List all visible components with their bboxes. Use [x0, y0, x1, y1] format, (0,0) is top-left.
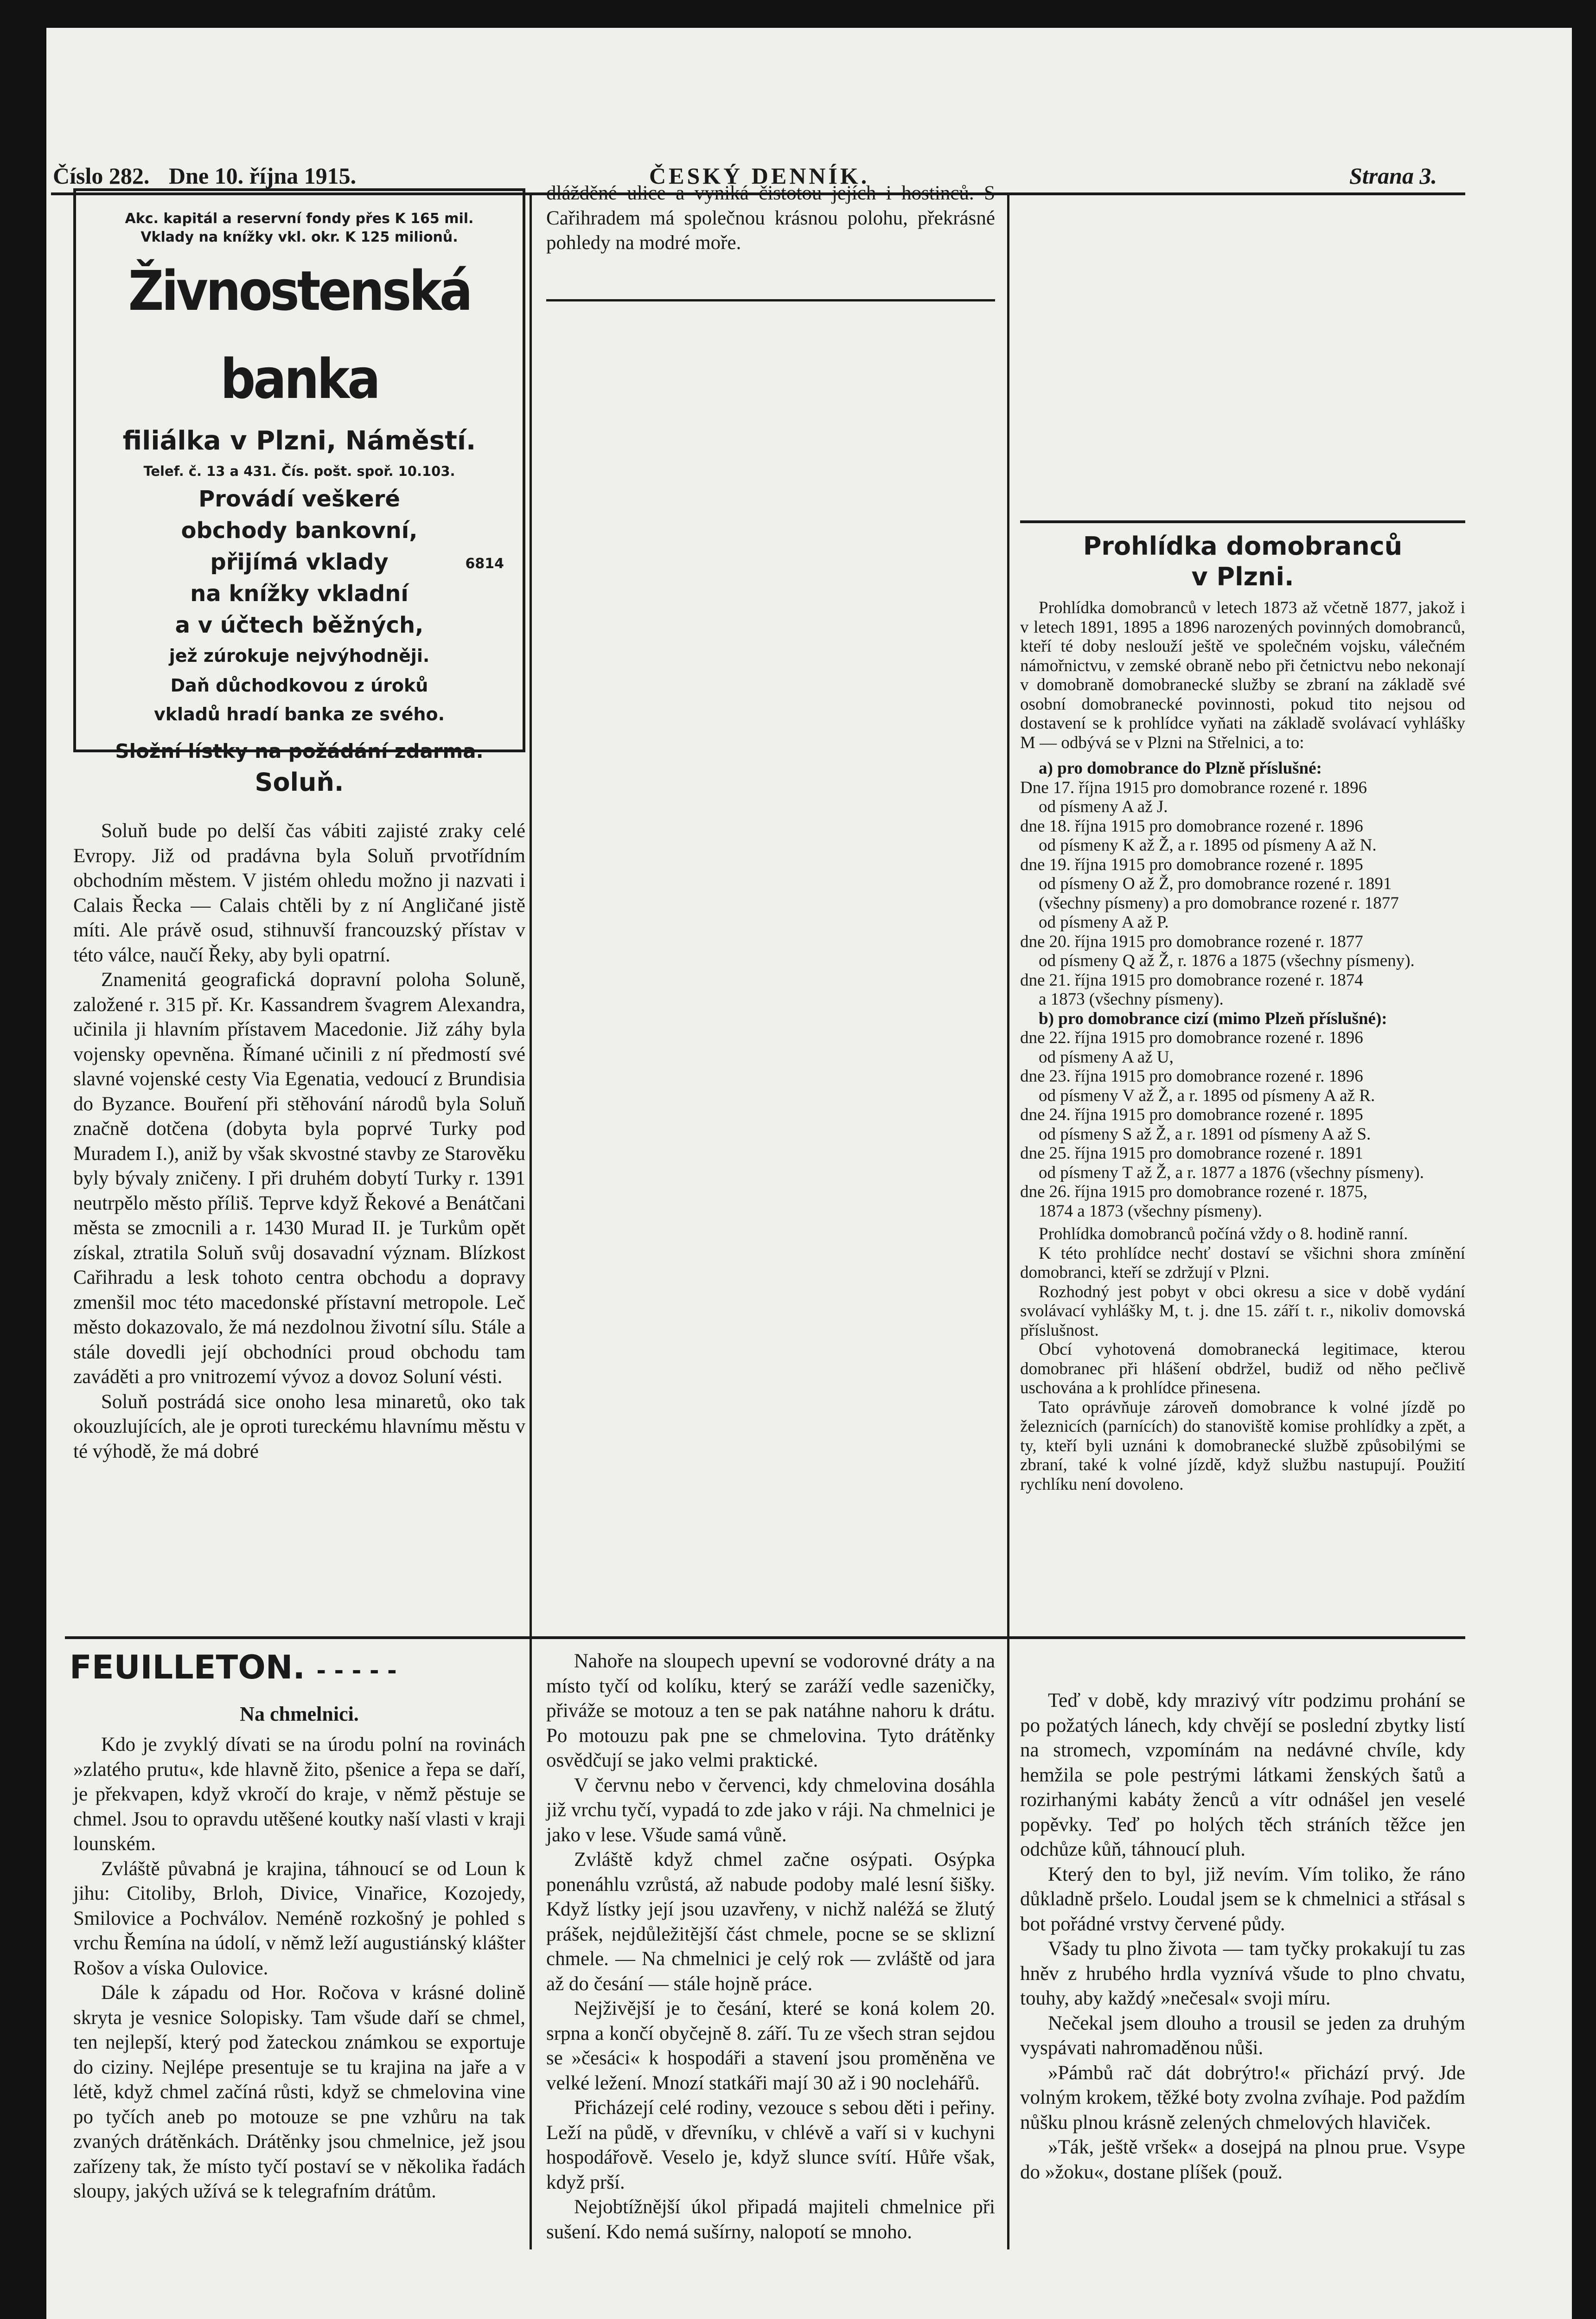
ad-line-1: Provádí veškeré: [198, 486, 400, 512]
feuilleton-column-2: [546, 1649, 995, 2244]
ad-line-3-text: přijímá vklady: [210, 549, 389, 575]
feuilleton-title: FEUILLETON.: [70, 1648, 305, 1686]
prohlidka-paragraph: Prohlídka domobranců počíná vždy o 8. hodině ranní.: [1039, 1224, 1408, 1243]
schedule-line: a 1873 (všechny písmeny).: [1039, 990, 1224, 1009]
schedule-line: (všechny písmeny) a pro domobrance rozené r. 1877: [1039, 893, 1399, 913]
prohlidka-heading-line-2: v Plzni.: [1191, 562, 1294, 591]
schedule-line: dne 20. října 1915 pro domobrance rozené r. 1877: [1020, 932, 1363, 951]
solun-paragraph: Znamenitá geografická dopravní poloha Soluně, založené r. 315 př. Kr. Kassandrem švagrem Alexandra, učinila ji hlavním přístavem Macedonie. Již záhy byla vojensky opevněna. Římané učinili z ní předmostí své slavné vojenské cesty Via Egenatia, vedoucí z Brundisia do Byzance. Bouření při stěhování národů byla Soluň značně dotčena (dobyta byla poprvé Turky pod Muradem I.), aniž by však skvostné stavby ze Starověku byly bývaly zničeny. I při druhém dobytí Turky r. 1391 neutrpělo město příliš. Teprve když Řekové a Benátčani města se zmocnili a r. 1430 Murad II. je Turkům opět získal, ztratila Soluň svůj dosavadní význam. Blízkost Cařihradu a lesk tohoto centra obchodu a dopravy zmenšil moc této macedonské přístavní metropole. Leč město dokazovalo, že má nezdolnou životní sílu. Stále a stále dovedli její obchodníci proud obchodu tam zaváděti a pro vnitrozemí vývoz a dovoz Soluní vésti.: [73, 969, 525, 1388]
bank-advertisement: [73, 188, 525, 762]
feuilleton-paragraph: Teď v době, kdy mrazivý vítr podzimu prohání se po požatých lánech, kdy chvějí se poslední zbytky listí na stromech, vzpomínám na nedávné chvíle, kdy hemžila se pole pestrými látkami ženských šatů a rozirhanými kabáty ženců a vítr odnášel jen veselé popěvky. Teď po holých těch stráních těžce jen odchůze kůň, táhnoucí pluh.: [1020, 1690, 1465, 1860]
feuilleton-paragraph: Nejobtížnější úkol připadá majiteli chmelnice při sušení. Kdo nemá sušírny, nalopotí se mnoho.: [546, 2196, 995, 2243]
schedule-line: dne 22. října 1915 pro domobrance rozené r. 1896: [1020, 1028, 1363, 1047]
feuilleton-paragraph: Zvláště půvabná je krajina, táhnoucí se od Loun k jihu: Citoliby, Brloh, Divice, Vinařice, Kozojedy, Smilovice a Pochválov. Neméně rozkošný je pohled s vrchu Řemína na údolí, v němž leží augustiánský klášter Rošov a víska Oulovice.: [73, 1858, 525, 1979]
ad-number: 6814: [465, 556, 504, 572]
feuilleton-subtitle: Na chmelnici.: [240, 1703, 359, 1725]
feuilleton-paragraph: Všady tu plno života — tam tyčky prokakují tu zas hněv z hrubého hrdla vyznívá všude to plno chvatu, touhy, aby každý »nečesal« svoji míru.: [1020, 1938, 1465, 2009]
feuilleton-paragraph: Nejživější je to česání, které se koná kolem 20. srpna a končí obyčejně 8. září. Tu ze všech stran sejdou se »česáci« k hospodáři a stavení jsou proměněna ve velké ležení. Mnozí statkáři mají 30 až i 90 noclehářů.: [546, 1998, 995, 2094]
solun-continuation: [546, 181, 995, 256]
ad-line-8: vkladů hradí banka ze svého.: [154, 704, 445, 724]
column-divider-1: [530, 195, 532, 2249]
column-divider-2: [1007, 195, 1009, 2249]
issue-date: Dne 10. října 1915.: [169, 163, 357, 189]
prohlidka-article: [1020, 598, 1465, 1494]
prohlidka-paragraph: Tato oprávňuje zároveň domobrance k volné jízdě po železnicích (parnících) do stanoviště komise prohlídky a zpět, a ty, kteří byli uznáni k domobranecké službě způsobilými se zbraní, také k volné jízdě, když službu nastupují. Použití rychlíku není dovoleno.: [1020, 1397, 1465, 1494]
feuilleton-heading: [70, 1649, 529, 1689]
feuilleton-paragraph: Nečekal jsem dlouho a trousil se jeden za druhým vyspávati nahromaděnou nůši.: [1020, 2012, 1465, 2059]
schedule-line: od písmeny A až P.: [1039, 913, 1169, 932]
feuilleton-paragraph: Kdo je zvyklý dívati se na úrodu polní na rovinách »zlatého prutu«, kde hlavně žito, pšenice a řepa se daří, je překvapen, když vkročí do kraje, v němž pěstuje se chmel. Jsou to opravdu utěšené koutky naší vlasti v kraji lounském.: [73, 1734, 525, 1855]
schedule-line: dne 24. října 1915 pro domobrance rozené r. 1895: [1020, 1105, 1363, 1124]
ad-line-5: a v účtech běžných,: [175, 612, 424, 638]
ad-bank-name: Živnostenská banka: [128, 259, 471, 411]
feuilleton-paragraph: V červnu nebo v červenci, kdy chmelovina dosáhla již vrchu tyčí, vypadá to zde jako v ráji. Na chmelnici je jako v lese. Všude samá vůně.: [546, 1774, 995, 1846]
schedule-line: dne 21. října 1915 pro domobrance rozené r. 1874: [1020, 970, 1363, 990]
feuilleton-column-3: [1020, 1688, 1465, 2184]
schedule-line: dne 19. října 1915 pro domobrance rozené r. 1895: [1020, 855, 1363, 874]
prohlidka-section-a: a) pro domobrance do Plzně příslušné:: [1039, 759, 1322, 778]
solun-paragraph: Soluň postrádá sice onoho lesa minaretů, oko tak okouzlujících, ale je oproti tureckému hlavnímu městu v té výhodě, že má dobré: [73, 1390, 525, 1462]
solun-continuation-text: dlážděné ulice a vyniká čistotou jejích i hostinců. S Cařihradem má společnou krásnou polohu, překrásné pohledy na modré moře.: [546, 182, 995, 254]
page-number: Strana 3.: [1349, 163, 1437, 189]
prohlidka-section-b: b) pro domobrance cizí (mimo Plzeň příslušné):: [1039, 1009, 1387, 1028]
schedule-line: Dne 17. října 1915 pro domobrance rozené r. 1896: [1020, 778, 1367, 797]
feuilleton-paragraph: Dále k západu od Hor. Ročova v krásné dolině skryta je vesnice Solopisky. Tam všude daří se chmel, ten nejlepší, který pod žateckou známkou se exportuje do ciziny. Nejlépe presentuje se tu krajina na jaře a v létě, když chmel začíná růsti, když se chmelovina vine po tyčích aneb po motouze se pne vzhůru na tak zvaných drátěnkách. Drátěnky jsou chmelnice, jež jsou zařízeny tak, že místo tyčí postaví se v několika řadách sloupy, jakých užívá se k telegrafním drátům.: [73, 1982, 525, 2202]
prohlidka-heading-line-1: Prohlídka domobranců: [1083, 532, 1403, 561]
schedule-line: dne 25. října 1915 pro domobrance rozené r. 1891: [1020, 1144, 1363, 1163]
schedule-line: od písmeny V až Ž, a r. 1895 od písmeny A až R.: [1039, 1086, 1375, 1105]
feuilleton-column-1: [73, 1732, 525, 2204]
solun-end-rule: [546, 299, 995, 301]
prohlidka-intro: Prohlídka domobranců v letech 1873 až včetně 1877, jakož i v letech 1891, 1895 a 1896 narozených povinných domobranců, kteří té doby neslouží ještě ve společném vojsku, válečném námořnictvu, v zemské obraně nebo při četnictvu nebo nekonají v domobraně domobranecké služby se zbraní na základě své osobní domobranecké povinnosti, pokud tito nejsou od dostavení se k prohlídce vyňati na základě svolávací vyhlášky M — odbývá se v Plzni na Střelnici, a to:: [1020, 598, 1465, 752]
prohlidka-paragraph: K této prohlídce nechť dostaví se všichni shora zmínění domobranci, kteří se zdržují v Plzni.: [1020, 1243, 1465, 1282]
solun-paragraph: Soluň bude po delší čas vábiti zajisté zraky celé Evropy. Již od pradávna byla Soluň prvotřídním obchodním městem. V jistém ohledu možno ji nazvati i Calais Řecka — Calais chtěli by z ní Angličané jistě míti. Ale právě osud, stihnuvší francouzský přístav v této válce, naučí Řeky, aby byli opatrní.: [73, 820, 525, 966]
feuilleton-paragraph: Který den to byl, již nevím. Vím toliko, že ráno důkladně pršelo. Loudal jsem se k chmelnici a střásal s bot pořádné vrstvy červené půdy.: [1020, 1863, 1465, 1935]
schedule-line: od písmeny A až J.: [1039, 797, 1168, 816]
ad-line-4: na knížky vkladní: [190, 581, 409, 607]
ad-deposits-line: Vklady na knížky vkl. okr. K 125 milionů.: [140, 229, 458, 245]
ad-line-3: [76, 546, 523, 578]
ad-line-9: Složní lístky na požádání zdarma.: [115, 740, 484, 762]
schedule-line: dne 18. října 1915 pro domobrance rozené r. 1896: [1020, 816, 1363, 836]
feuilleton-paragraph: Přicházejí celé rodiny, vezouce s sebou děti i peřiny. Leží na půdě, v dřevníku, v chlévě a vaří si v kuchyni hospodářově. Veselo je, když slunce svítí. Hůře však, když prší.: [546, 2097, 995, 2193]
feuilleton-paragraph: Nahoře na sloupech upevní se vodorovné dráty a na místo tyčí od kolíku, který se zaráží vedle sazeničky, přiváže se motouz a ten se pak natáhne nahoru k drátu. Po motouzu pak pne se chmelovina. Tyto drátěnky osvědčují se jako velmi praktické.: [546, 1650, 995, 1771]
masthead-title: ČESKÝ DENNÍK.: [649, 163, 870, 189]
schedule-line: od písmeny A až U,: [1039, 1047, 1174, 1067]
feuilleton-paragraph: Zvláště když chmel začne osýpati. Osýpka ponenáhlu vzrůstá, až nabude podoby malé lesní šišky. Když lístky její jsou uzavřeny, v nichž naléžá se žlutý prášek, nejdůležitější část chmele, pocne se se sklizní chmele. — Na chmelnici je celý rok — zvláště od jara až do česání — stále hojně práce.: [546, 1849, 995, 1995]
feuilleton-dashes: - - - - -: [316, 1657, 397, 1684]
schedule-line: dne 26. října 1915 pro domobrance rozené r. 1875,: [1020, 1182, 1368, 1201]
solun-heading: Soluň.: [255, 768, 344, 797]
ad-capital-line: Akc. kapitál a reservní fondy přes K 165 mil.: [125, 211, 474, 227]
ad-line-7: Daň důchodkovou z úroků: [170, 675, 428, 696]
solun-article: [73, 819, 525, 1464]
newspaper-page: [46, 28, 1572, 2319]
schedule-line: 1874 a 1873 (všechny písmeny).: [1039, 1201, 1262, 1221]
ad-branch: filiálka v Plzni, Náměstí.: [122, 426, 476, 456]
prohlidka-heading: [1020, 531, 1465, 592]
ad-contacts: Telef. č. 13 a 431. Čís. pošt. spoř. 10.103.: [143, 463, 455, 479]
schedule-line: od písmeny O až Ž, pro domobrance rozené r. 1891: [1039, 874, 1392, 893]
schedule-line: od písmeny K až Ž, a r. 1895 od písmeny A až N.: [1039, 836, 1377, 855]
schedule-line: dne 23. října 1915 pro domobrance rozené r. 1896: [1020, 1067, 1363, 1086]
feuilleton-rule: [65, 1636, 1465, 1639]
schedule-line: od písmeny T až Ž, a r. 1877 a 1876 (všechny písmeny).: [1039, 1163, 1424, 1182]
schedule-line: od písmeny Q až Ž, r. 1876 a 1875 (všechny písmeny).: [1039, 951, 1415, 970]
ad-line-2: obchody bankovní,: [181, 518, 418, 544]
schedule-line: od písmeny S až Ž, a r. 1891 od písmeny A až S.: [1039, 1124, 1371, 1144]
feuilleton-paragraph: »Pámbů rač dát dobrýtro!« přichází prvý. Jde volným krokem, těžké boty zvolna zvíhaje. Pod paždím nůšku plnou krásně zelených chmelových hlaviček.: [1020, 2062, 1465, 2133]
prohlidka-paragraph: Obcí vyhotovená domobranecká legitimace, kterou domobranec při hlášení obdržel, budiž od něho pečlivě uschována a k prohlídce přinesena.: [1020, 1340, 1465, 1397]
issue-number: Číslo 282.: [53, 163, 150, 189]
ad-line-6: jež zúrokuje nejvýhodněji.: [169, 646, 430, 666]
prohlidka-top-rule: [1020, 520, 1465, 523]
prohlidka-paragraph: Rozhodný jest pobyt v obci okresu a sice v době vydání svolávací vyhlášky M, t. j. dne 15. září t. r., nikoliv domovská příslušnost.: [1020, 1282, 1465, 1340]
feuilleton-paragraph: »Ták, ještě vršek« a dosejpá na plnou prue. Vsype do »žoku«, dostane plíšek (použ.: [1020, 2136, 1465, 2183]
